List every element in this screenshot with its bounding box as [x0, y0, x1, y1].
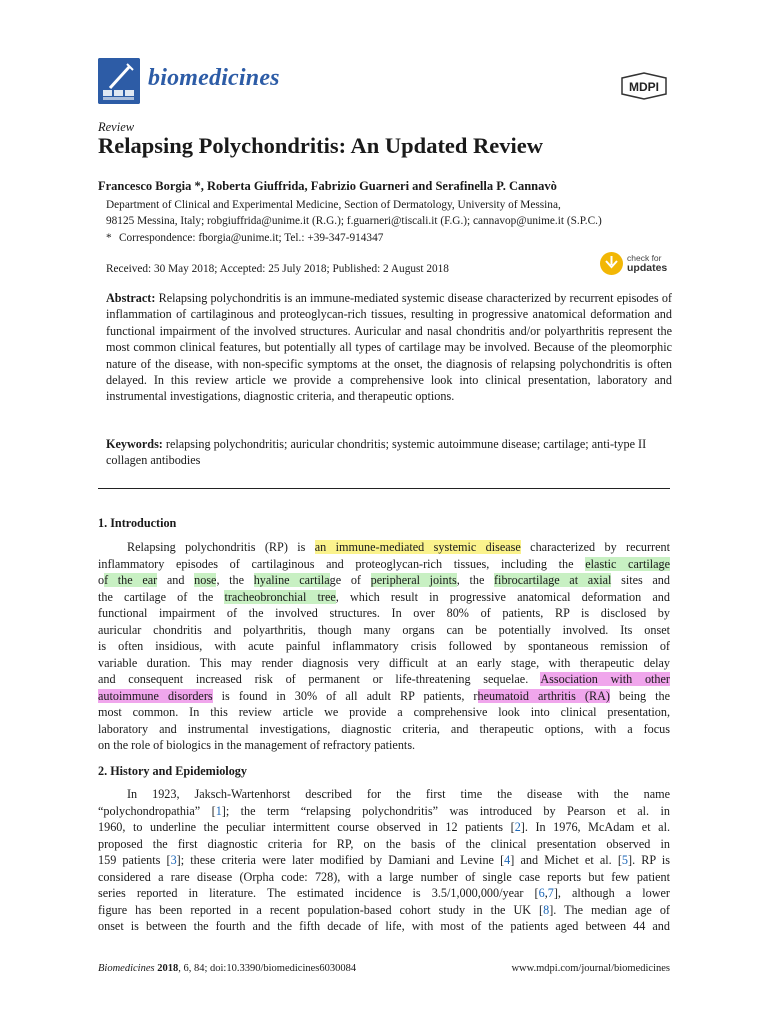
footer-doi: , 6, 84; doi:10.3390/biomedicines6030084: [178, 963, 357, 974]
intro-line: Relapsing polychondritis (RP) is an immune-mediated systemic disease characterized by recurrent: [127, 540, 670, 554]
footer-citation: [98, 963, 356, 974]
intro-line: most common. In this review article we provide a comprehensive look into clinical presentation,: [98, 705, 670, 719]
history-line: In 1923, Jaksch-Wartenhorst described for the first time the disease with the name: [127, 787, 670, 801]
intro-line: is often insidious, with acute painful inflammatory crisis followed by spontaneous remission of: [98, 639, 670, 653]
history-line: considered a rare disease (Orpha code: 728), with a large number of single case reports but few patient: [98, 869, 670, 884]
article-dates: Received: 30 May 2018; Accepted: 25 July 2018; Published: 2 August 2018: [106, 263, 449, 275]
highlight: f the ear: [104, 573, 158, 587]
journal-logo-icon: [98, 58, 140, 104]
journal-name: biomedicines: [148, 65, 280, 91]
intro-line: autoimmune disorders is found in 30% of all adult RP patients, rheumatoid arthritis (RA) being the: [98, 688, 670, 703]
journal-header: [98, 58, 670, 108]
check-updates-icon: [600, 252, 623, 275]
footer-url[interactable]: www.mdpi.com/journal/biomedicines: [511, 963, 670, 974]
intro-line: on the role of biologics in the management of refractory patients.: [98, 738, 416, 752]
intro-line: variable duration. This may render diagnosis very difficult at an early stage, with therapeutic delay: [98, 655, 670, 670]
keywords-label: Keywords:: [106, 437, 163, 451]
check-for-updates-badge[interactable]: [600, 252, 680, 278]
affiliation-line: Department of Clinical and Experimental Medicine, Section of Dermatology, University of Messina,: [106, 199, 561, 211]
intro-line: and consequent increased risk of permanent or life-threatening sequelae. Association with other: [98, 672, 670, 686]
footer-year: 2018: [157, 963, 179, 974]
history-line: 159 patients [3]; these criteria were later modified by Damiani and Levine [4] and Michet et al. [5]. RP is: [98, 853, 671, 867]
keywords-text: relapsing polychondritis; auricular chondritis; systemic autoimmune disease; cartilage; anti-type II collagen antibodies: [106, 437, 647, 468]
history-line: “polychondropathia” [1]; the term “relapsing polychondritis” was introduced by Pearson et al. in: [98, 803, 670, 818]
affiliation-line: 98125 Messina, Italy; robgiuffrida@unime.it (R.G.); f.guarneri@tiscali.it (F.G.); cannavop@unime.it (S.P.C.): [106, 215, 602, 227]
highlight: nose: [194, 573, 217, 587]
highlight: autoimmune disorders: [98, 688, 213, 703]
intro-line: inflammatory episodes of cartilaginous and proteoglycan-rich tissues, including the elastic cartilage: [98, 556, 671, 571]
history-line: onset is between the fourth and the fifth decade of life, with most of the patients aged between 44 and: [98, 919, 670, 933]
correspondence-text: Correspondence: fborgia@unime.it; Tel.: +39-347-914347: [119, 232, 384, 244]
citation-link[interactable]: 2: [514, 820, 521, 834]
keywords: [106, 436, 672, 469]
footer-journal: Biomedicines: [98, 963, 155, 974]
highlight: fibrocartilage at axial: [494, 573, 612, 587]
abstract: [106, 290, 672, 405]
highlight: elastic cartilage: [585, 556, 671, 571]
article-title: Relapsing Polychondritis: An Updated Review: [98, 133, 544, 158]
section-heading-history: 2. History and Epidemiology: [98, 764, 247, 778]
highlight: Association with other: [540, 672, 670, 686]
intro-line: the cartilage of the tracheobronchial tree, which result in progressive anatomical deformation and: [98, 589, 670, 604]
mdpi-label: MDPI: [629, 80, 659, 94]
article-type: Review: [98, 120, 135, 134]
citation-link[interactable]: 5: [621, 853, 629, 867]
citation-link[interactable]: 6: [538, 886, 545, 900]
citation-link[interactable]: 7: [547, 886, 554, 900]
correspondence: [106, 232, 383, 244]
citation-link[interactable]: 4: [504, 853, 511, 867]
check-updates-line1: check for: [627, 253, 662, 263]
abstract-label: Abstract:: [106, 291, 156, 305]
intro-line: functional impairment of the involved structures. In over 80% of patients, RP is disclosed by: [98, 606, 670, 620]
article-authors: Francesco Borgia *, Roberta Giuffrida, Fabrizio Guarneri and Serafinella P. Cannavò: [98, 179, 557, 193]
citation-link[interactable]: 1: [215, 803, 222, 818]
highlight: hyaline cartila: [253, 573, 330, 587]
section-heading-introduction: 1. Introduction: [98, 516, 177, 530]
mdpi-logo: [618, 72, 670, 105]
correspondence-star: *: [106, 232, 112, 244]
intro-line: of the ear and nose, the hyaline cartilage of peripheral joints, the fibrocartilage at axial sites and: [98, 573, 670, 587]
history-line: 1960, to underline the peculiar intermittent course observed in 12 patients [2]. In 1976, McAdam et al.: [98, 820, 671, 834]
highlight: heumatoid arthritis (RA): [477, 688, 610, 703]
intro-line: laboratory and instrumental investigations, diagnostic criteria, and therapeutic options, with a focus: [98, 721, 670, 736]
intro-line: auricular chondritis and polyarthritis, though many organs can be potentially involved. Its onset: [98, 622, 670, 637]
history-line: series reported in literature. The estimated incidence is 3.5/1,000,000/year [6,7], although a lower: [98, 886, 670, 900]
history-line: figure has been reported in a recent population-based cohort study in the UK [8]. The median age of: [98, 902, 670, 917]
highlight: an immune-mediated systemic disease: [314, 540, 521, 554]
history-line: proposed the first diagnostic criteria for RP, on the basis of the clinical presentation observed in: [98, 836, 670, 851]
highlight: tracheobronchial tree: [224, 589, 336, 604]
abstract-text: Relapsing polychondritis is an immune-mediated systemic disease characterized by recurrent episodes of inflammation of cartilaginous and proteoglycan-rich tissues, resulting in progressive anatomical deformation and functional impairment of the involved structures. Auricular and nasal chondritis and/or polyarthritis represent the most common clinical features, but potentially all types of cartilage may be involved. Because of the pleomorphic nature of the disease, with non-specific symptoms at the onset, the diagnosis of relapsing polychondritis is often delayed. In this review article we provide a comprehensive look into clinical presentation, laboratory and instrumental investigations, diagnostic criteria, and therapeutic options.: [106, 291, 672, 404]
citation-link[interactable]: 8: [543, 902, 550, 917]
section-divider: [98, 488, 670, 489]
citation-link[interactable]: 3: [170, 853, 177, 867]
highlight: peripheral joints: [370, 573, 457, 587]
check-updates-line2: updates: [627, 262, 668, 274]
